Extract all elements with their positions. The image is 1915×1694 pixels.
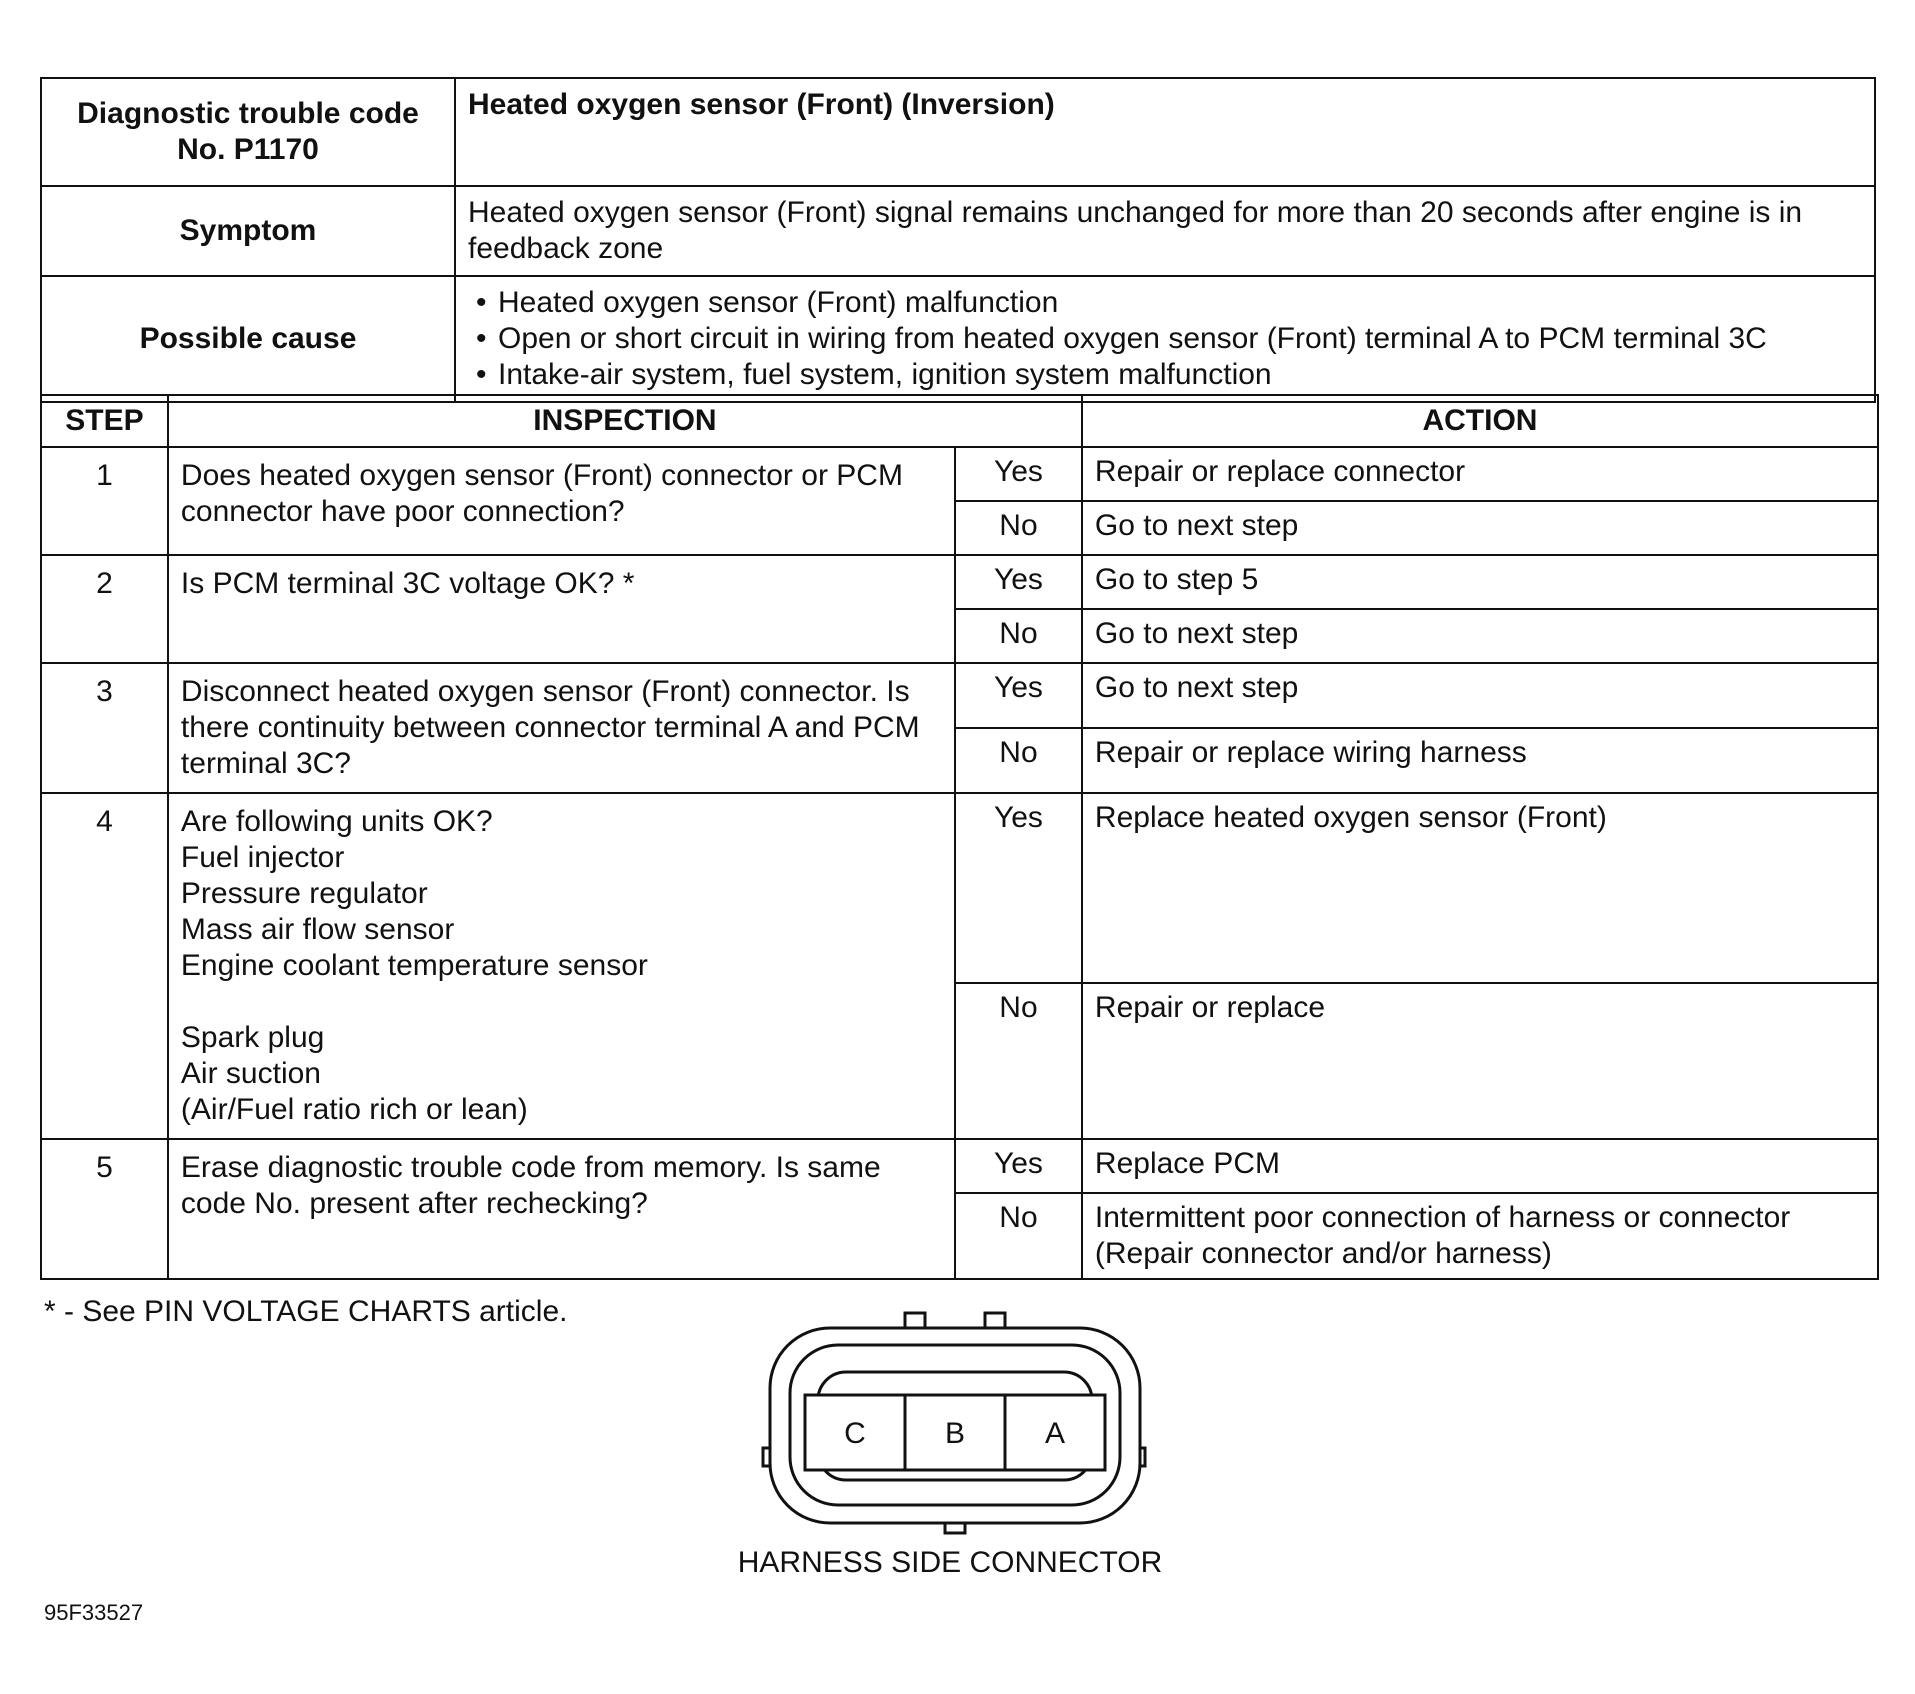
yes-action: Repair or replace connector <box>1082 447 1878 501</box>
no-label: No <box>955 609 1082 663</box>
inspection-line: Spark plug <box>180 1021 325 1054</box>
inspection-steps-table <box>40 394 1879 1280</box>
cause-item: • Open or short circuit in wiring from heated oxygen sensor (Front) terminal A to PCM terminal 3C <box>468 321 1862 357</box>
inspection-column-header: INSPECTION <box>168 395 1082 447</box>
cause-item: • Intake-air system, fuel system, ignition system malfunction <box>468 357 1862 393</box>
yes-label: Yes <box>955 793 1082 983</box>
inspection-list <box>168 793 955 1139</box>
yes-label: Yes <box>955 447 1082 501</box>
cause-item: • Heated oxygen sensor (Front) malfunction <box>468 285 1862 321</box>
inspection-line: Air suction <box>180 1057 321 1090</box>
latch-tab <box>985 1313 1005 1328</box>
terminal-b-label: B <box>944 1417 966 1450</box>
yes-action: Go to step 5 <box>1082 555 1878 609</box>
action-column-header: ACTION <box>1082 395 1878 447</box>
cause-list <box>468 285 1862 393</box>
step-number: 3 <box>41 663 168 793</box>
inspection-line: Mass air flow sensor <box>180 913 455 946</box>
dtc-label: Diagnostic trouble code No. P1170 <box>41 78 455 186</box>
no-action: Go to next step <box>1082 609 1878 663</box>
table-row <box>41 555 1878 609</box>
column-header-row <box>41 395 1878 447</box>
step-column-header: STEP <box>41 395 168 447</box>
step-number: 5 <box>41 1139 168 1279</box>
no-label: No <box>955 983 1082 1139</box>
symptom-text: Heated oxygen sensor (Front) signal remains unchanged for more than 20 seconds after engine is in feedback zone <box>455 186 1875 276</box>
yes-action: Go to next step <box>1082 663 1878 728</box>
harness-connector-diagram <box>760 1300 1160 1540</box>
no-label: No <box>955 1193 1082 1279</box>
no-action: Intermittent poor connection of harness or connector (Repair connector and/or harness) <box>1082 1193 1878 1279</box>
connector-caption: HARNESS SIDE CONNECTOR <box>737 1546 1163 1579</box>
dtc-header-table <box>40 77 1876 403</box>
inspection-line: (Air/Fuel ratio rich or lean) <box>180 1093 528 1126</box>
yes-label: Yes <box>955 1139 1082 1193</box>
no-action: Repair or replace <box>1082 983 1878 1139</box>
table-row <box>41 793 1878 983</box>
no-label: No <box>955 501 1082 555</box>
yes-action: Replace PCM <box>1082 1139 1878 1193</box>
table-row <box>41 663 1878 728</box>
yes-label: Yes <box>955 555 1082 609</box>
terminal-c-label: C <box>844 1417 866 1450</box>
dtc-row <box>41 78 1875 186</box>
spacer <box>181 984 942 1020</box>
cause-label: Possible cause <box>41 276 455 402</box>
table-row <box>41 447 1878 501</box>
inspection-line: Engine coolant temperature sensor <box>180 949 648 982</box>
inspection-text: Does heated oxygen sensor (Front) connector or PCM connector have poor connection? <box>168 447 955 555</box>
dtc-title: Heated oxygen sensor (Front) (Inversion) <box>455 78 1875 186</box>
symptom-row <box>41 186 1875 276</box>
step-number: 2 <box>41 555 168 663</box>
inspection-text: Disconnect heated oxygen sensor (Front) connector. Is there continuity between connector terminal A and PCM terminal 3C? <box>168 663 955 793</box>
no-label: No <box>955 728 1082 793</box>
inspection-line: Pressure regulator <box>180 877 428 910</box>
cause-list-cell <box>455 276 1875 402</box>
cause-row <box>41 276 1875 402</box>
figure-id: 95F33527 <box>44 1600 144 1625</box>
inspection-line: Are following units OK? <box>180 805 493 838</box>
terminal-a-label: A <box>1044 1417 1066 1450</box>
latch-tab <box>905 1313 925 1328</box>
inspection-text: Erase diagnostic trouble code from memory. Is same code No. present after rechecking? <box>168 1139 955 1279</box>
yes-label: Yes <box>955 663 1082 728</box>
inspection-text: Is PCM terminal 3C voltage OK? * <box>168 555 955 663</box>
symptom-label: Symptom <box>41 186 455 276</box>
no-action: Go to next step <box>1082 501 1878 555</box>
yes-action: Replace heated oxygen sensor (Front) <box>1082 793 1878 983</box>
table-row <box>41 1139 1878 1193</box>
step-number: 1 <box>41 447 168 555</box>
inspection-line: Fuel injector <box>180 841 345 874</box>
footnote: * - See PIN VOLTAGE CHARTS article. <box>44 1295 568 1328</box>
step-number: 4 <box>41 793 168 1139</box>
no-action: Repair or replace wiring harness <box>1082 728 1878 793</box>
